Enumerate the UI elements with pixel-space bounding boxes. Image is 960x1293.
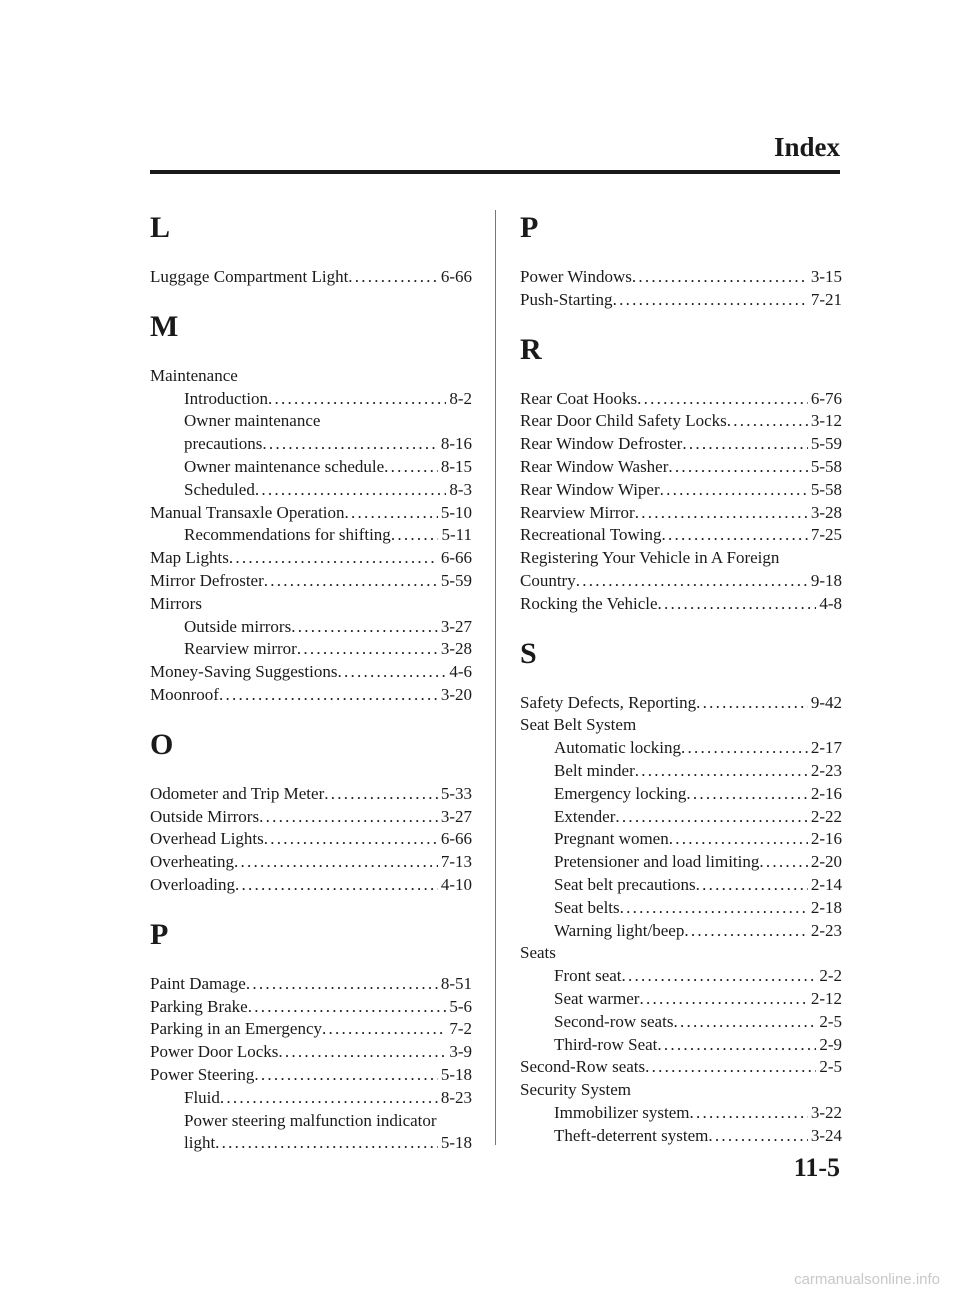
section-letter-o: O (150, 727, 174, 761)
index-entry: Money-Saving Suggestions . . . 4-6 (150, 661, 472, 684)
index-entry: Push-Starting . . . 7-21 (520, 289, 842, 312)
index-subentry: Seat warmer . . . 2-12 (520, 988, 842, 1011)
index-entry: Rear Window Washer . . . 5-58 (520, 456, 842, 479)
index-entry: Map Lights . . . 6-66 (150, 547, 472, 570)
index-entry: Country . . . 9-18 (520, 570, 842, 593)
index-subentry-line: Owner maintenance (184, 411, 321, 431)
index-entry: Overloading . . . 4-10 (150, 874, 472, 897)
index-subentry: Scheduled . . . 8-3 (150, 479, 472, 502)
index-heading: Maintenance (150, 365, 238, 385)
index-subentry: precautions . . . 8-16 (150, 433, 472, 456)
section-letter-m: M (150, 309, 179, 343)
left-column (150, 210, 472, 1155)
index-heading: Seats (520, 943, 556, 963)
index-entry: Parking Brake . . . 5-6 (150, 996, 472, 1019)
index-subentry: Pregnant women . . . 2-16 (520, 828, 842, 851)
index-heading: Mirrors (150, 593, 202, 613)
index-subentry: Belt minder . . . 2-23 (520, 760, 842, 783)
index-entry: Outside Mirrors . . . 3-27 (150, 806, 472, 829)
index-subentry: Second-row seats . . . 2-5 (520, 1011, 842, 1034)
index-entry: Power Door Locks . . . 3-9 (150, 1041, 472, 1064)
index-entry: Manual Transaxle Operation . . . 5-10 (150, 502, 472, 525)
index-subentry: Outside mirrors . . . 3-27 (150, 616, 472, 639)
section-letter-s: S (520, 636, 537, 670)
index-subentry: Immobilizer system . . . 3-22 (520, 1102, 842, 1125)
index-entry: Power Steering . . . 5-18 (150, 1064, 472, 1087)
index-entry: Paint Damage . . . 8-51 (150, 973, 472, 996)
index-subentry: Seat belts . . . 2-18 (520, 897, 842, 920)
index-entry: Rear Window Defroster . . . 5-59 (520, 433, 842, 456)
section-letter-p: P (520, 211, 539, 244)
index-subentry: Third-row Seat . . . 2-9 (520, 1034, 842, 1057)
section-letter-r: R (520, 332, 542, 366)
index-subentry: Front seat . . . 2-2 (520, 965, 842, 988)
index-subentry-line: Power steering malfunction indicator (184, 1110, 437, 1130)
index-entry: Power Windows . . . 3-15 (520, 266, 842, 289)
column-divider (495, 210, 496, 1145)
index-entry: Parking in an Emergency . . . 7-2 (150, 1018, 472, 1041)
index-entry: Mirror Defroster . . . 5-59 (150, 570, 472, 593)
index-entry: Rear Coat Hooks . . . 6-76 (520, 388, 842, 411)
index-entry: Luggage Compartment Light . . . 6-66 (150, 266, 472, 289)
index-subentry: light . . . 5-18 (150, 1132, 472, 1155)
index-entry: Moonroof . . . 3-20 (150, 684, 472, 707)
index-subentry: Seat belt precautions . . . 2-14 (520, 874, 842, 897)
index-entry: Second-Row seats . . . 2-5 (520, 1056, 842, 1079)
index-entry: Rocking the Vehicle . . . 4-8 (520, 593, 842, 616)
index-entry: Rear Window Wiper . . . 5-58 (520, 479, 842, 502)
index-subentry: Pretensioner and load limiting . . . 2-20 (520, 851, 842, 874)
index-entry: Odometer and Trip Meter . . . 5-33 (150, 783, 472, 806)
page-number: 11-5 (793, 1153, 840, 1182)
index-heading: Seat Belt System (520, 715, 637, 735)
index-subentry: Rearview mirror . . . 3-28 (150, 638, 472, 661)
page-title: Index (773, 132, 840, 162)
index-subentry: Theft-deterrent system . . . 3-24 (520, 1125, 842, 1148)
index-subentry: Warning light/beep . . . 2-23 (520, 920, 842, 943)
section-letter-p: P (150, 917, 169, 951)
index-subentry: Owner maintenance schedule . . . 8-15 (150, 456, 472, 479)
index-heading: Security System (520, 1080, 631, 1100)
index-entry: Overheating . . . 7-13 (150, 851, 472, 874)
index-subentry: Emergency locking . . . 2-16 (520, 783, 842, 806)
index-subentry: Introduction . . . 8-2 (150, 388, 472, 411)
watermark: carmanualsonline.info (794, 1271, 940, 1288)
index-entry: Overhead Lights . . . 6-66 (150, 828, 472, 851)
index-entry: Rearview Mirror . . . 3-28 (520, 502, 842, 525)
index-entry: Rear Door Child Safety Locks . . . 3-12 (520, 410, 842, 433)
section-letter-l: L (150, 211, 171, 244)
index-subentry: Fluid . . . 8-23 (150, 1087, 472, 1110)
index-subentry: Recommendations for shifting . . . 5-11 (150, 524, 472, 547)
index-subentry: Automatic locking . . . 2-17 (520, 737, 842, 760)
index-entry-line: Registering Your Vehicle in A Foreign (520, 548, 780, 568)
index-subentry: Extender . . . 2-22 (520, 806, 842, 829)
index-entry: Safety Defects, Reporting . . . 9-42 (520, 692, 842, 715)
right-column (520, 210, 842, 1148)
index-entry: Recreational Towing . . . 7-25 (520, 524, 842, 547)
header-rule (150, 170, 840, 174)
